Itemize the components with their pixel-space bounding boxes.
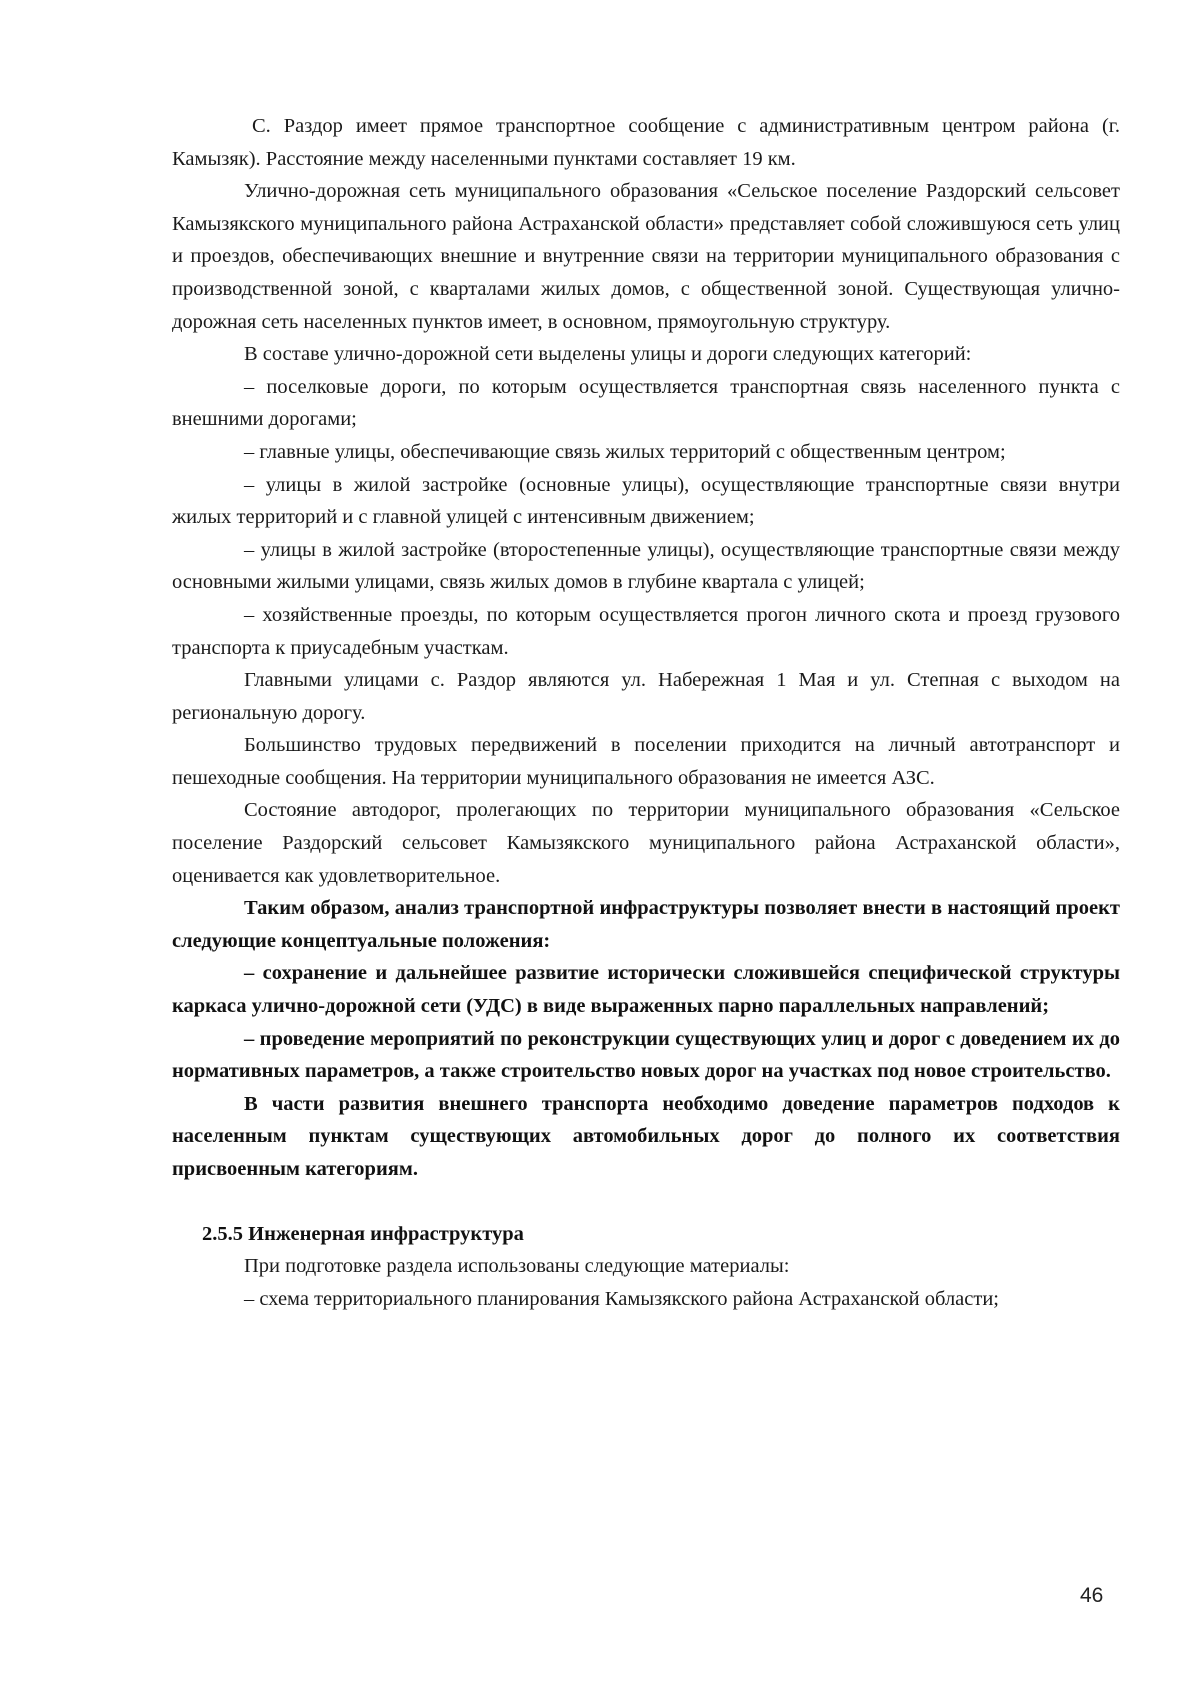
- paragraph: Большинство трудовых передвижений в поселении приходится на личный автотранспорт и пешеходные сообщения. На территории муниципального образования не имеется АЗС.: [172, 734, 1120, 789]
- paragraph: В составе улично-дорожной сети выделены улицы и дороги следующих категорий:: [244, 343, 972, 366]
- conclusion-paragraph: В части развития внешнего транспорта необходимо доведение параметров подходов к населенным пунктам существующих автомобильных дорог до полного их соответствия присвоенным категориям.: [172, 1092, 1120, 1180]
- list-item: – поселковые дороги, по которым осуществляется транспортная связь населенного пункта с внешними дорогами;: [172, 375, 1120, 431]
- spacer: [172, 1186, 1120, 1218]
- section-heading: 2.5.5 Инженерная инфраструктура: [202, 1222, 524, 1245]
- list-item: – главные улицы, обеспечивающие связь жилых территорий с общественным центром;: [244, 440, 1006, 463]
- list-item: – улицы в жилой застройке (основные улицы), осуществляющие транспортные связи внутри жилых территорий и с главной улицей с интенсивным движением;: [172, 473, 1120, 529]
- document-body: [172, 110, 1120, 1315]
- conclusion-list-item: – сохранение и дальнейшее развитие исторически сложившейся специфической структуры каркаса улично-дорожной сети (УДС) в виде выраженных парно параллельных направлений;: [172, 962, 1120, 1018]
- list-item: – улицы в жилой застройке (второстепенные улицы), осуществляющие транспортные связи между основными жилыми улицами, связь жилых домов в глубине квартала с улицей;: [172, 538, 1120, 594]
- paragraph: Состояние автодорог, пролегающих по территории муниципального образования «Сельское поселение Раздорский сельсовет Камызякского муниципального района Астраханской области», оценивается как удовлетворительное.: [172, 799, 1120, 887]
- paragraph: С. Раздор имеет прямое транспортное сообщение с административным центром района (г. Камызяк). Расстояние между населенными пунктами составляет 19 км.: [172, 115, 1120, 170]
- conclusion-list-item: – проведение мероприятий по реконструкции существующих улиц и дорог с доведением их до нормативных параметров, а также строительство новых дорог на участках под новое строительство.: [172, 1027, 1120, 1083]
- list-item: – схема территориального планирования Камызякского района Астраханской области;: [244, 1287, 999, 1310]
- paragraph: Улично-дорожная сеть муниципального образования «Сельское поселение Раздорский сельсовет Камызякского муниципального района Астраханской области» представляет собой сложившуюся сеть улиц и проездов, обеспечивающих внешние и внутренние связи на территории муниципального образования с производственной зоной, с кварталами жилых домов, с общественной зоной. Существующая улично-дорожная сеть населенных пунктов имеет, в основном, прямоугольную структуру.: [172, 180, 1120, 333]
- paragraph: При подготовке раздела использованы следующие материалы:: [244, 1255, 790, 1278]
- paragraph: Главными улицами с. Раздор являются ул. Набережная 1 Мая и ул. Степная с выходом на региональную дорогу.: [172, 669, 1120, 724]
- conclusion-paragraph: Таким образом, анализ транспортной инфраструктуры позволяет внести в настоящий проект следующие концептуальные положения:: [172, 897, 1120, 952]
- list-item: – хозяйственные проезды, по которым осуществляется прогон личного скота и проезд грузового транспорта к приусадебным участкам.: [172, 603, 1120, 659]
- page-number: 46: [1080, 1584, 1104, 1607]
